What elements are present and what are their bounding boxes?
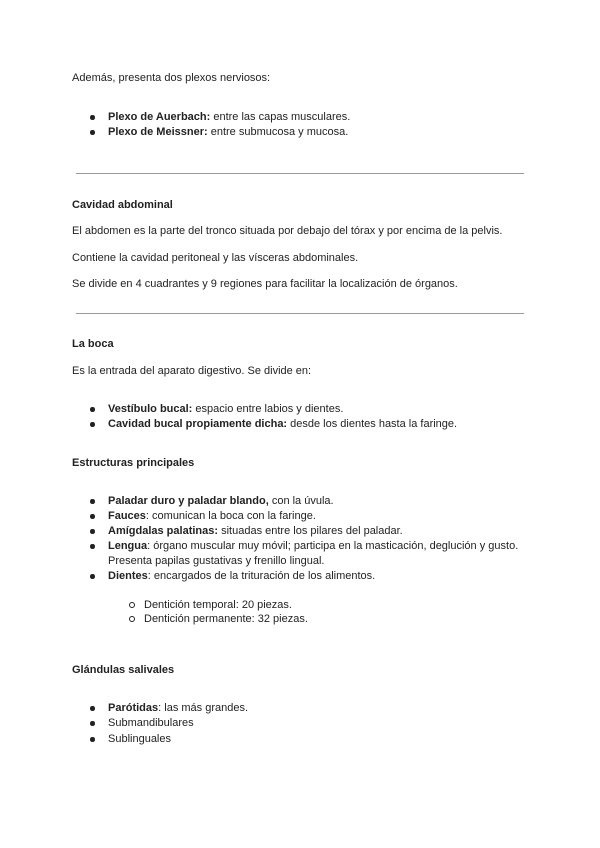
description: Sublinguales: [108, 733, 171, 745]
list-item-plexo-auerbach: [108, 110, 350, 125]
description: desde los dientes hasta la faringe.: [287, 418, 458, 430]
list-item-vestibulo-bucal: [108, 402, 343, 417]
description: Submandibulares: [108, 717, 194, 729]
intro-paragraph: Además, presenta dos plexos nerviosos:: [72, 72, 271, 84]
term: Vestíbulo bucal:: [108, 403, 193, 415]
paragraph: Es la entrada del aparato digestivo. Se divide en:: [72, 365, 312, 377]
paragraph: Contiene la cavidad peritoneal y las vísceras abdominales.: [72, 252, 359, 264]
term: Plexo de Auerbach:: [108, 111, 211, 123]
term: Plexo de Meissner:: [108, 126, 208, 138]
heading-cavidad-abdominal: Cavidad abdominal: [72, 199, 173, 211]
term: Amígdalas palatinas:: [108, 525, 219, 537]
list-item-amigdalas: [108, 524, 403, 539]
description: espacio entre labios y dientes.: [192, 403, 344, 415]
paragraph: El abdomen es la parte del tronco situada por debajo del tórax y por encima de la pelvis.: [72, 225, 503, 237]
list-item-dientes: [108, 569, 375, 584]
list-item-sublinguales: [108, 732, 171, 747]
heading-la-boca: La boca: [72, 338, 114, 350]
sub-list-item-denticion-temporal: Dentición temporal: 20 piezas.: [144, 599, 292, 611]
list-item-plexo-meissner: [108, 125, 348, 140]
horizontal-divider: [76, 313, 524, 314]
list-item-fauces: [108, 509, 316, 524]
horizontal-divider: [76, 173, 524, 174]
description: entre submucosa y mucosa.: [207, 126, 349, 138]
list-item-cavidad-bucal: [108, 417, 457, 432]
sub-list-item-denticion-permanente: Dentición permanente: 32 piezas.: [144, 613, 308, 625]
description: con la úvula.: [268, 495, 334, 507]
description: : las más grandes.: [158, 702, 249, 714]
description: : encargados de la trituración de los alimentos.: [147, 570, 376, 582]
list-item-submandibulares: [108, 716, 194, 731]
paragraph: Se divide en 4 cuadrantes y 9 regiones para facilitar la localización de órganos.: [72, 278, 458, 290]
term: Parótidas: [108, 702, 159, 714]
term: Cavidad bucal propiamente dicha:: [108, 418, 288, 430]
list-item-paladar: [108, 494, 334, 509]
description: entre las capas musculares.: [210, 111, 351, 123]
description: : comunican la boca con la faringe.: [145, 510, 316, 522]
term: Fauces: [108, 510, 146, 522]
term: Dientes: [108, 570, 148, 582]
description: : órgano muscular muy móvil; participa en la masticación, deglución y gusto. Presenta papilas gustativas y frenillo lingual.: [108, 540, 519, 567]
term: Lengua: [108, 540, 148, 552]
term: Paladar duro y paladar blando,: [108, 495, 269, 507]
heading-estructuras-principales: Estructuras principales: [72, 457, 195, 469]
heading-glandulas-salivales: Glándulas salivales: [72, 664, 175, 676]
list-item-parotidas: [108, 701, 248, 716]
description: situadas entre los pilares del paladar.: [218, 525, 403, 537]
list-item-lengua: [108, 539, 528, 569]
